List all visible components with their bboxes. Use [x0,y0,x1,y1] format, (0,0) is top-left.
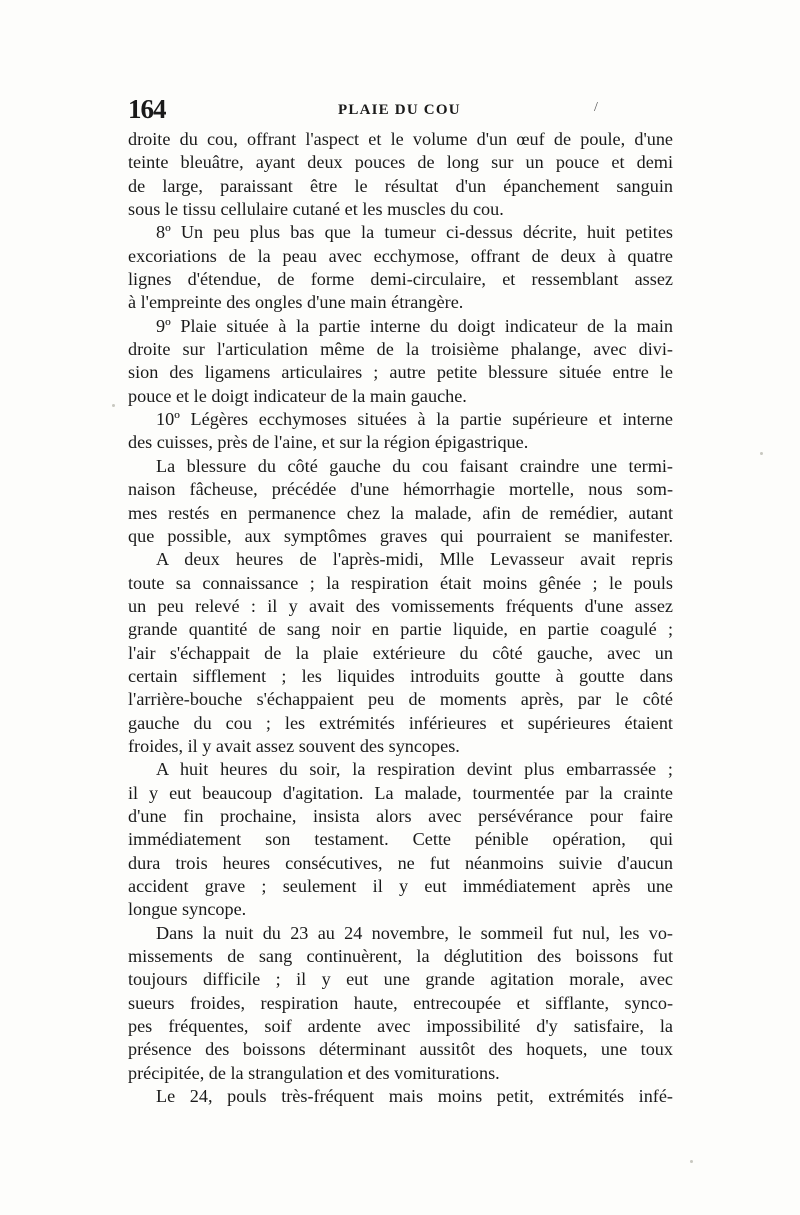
text-line: d'une fin prochaine, insista alors avec persévérance pour faire [128,805,673,826]
text-line: La blessure du côté gauche du cou faisant craindre une termi- [156,455,673,476]
text-line: mes restés en permanence chez la malade, afin de remédier, autant [128,502,673,523]
text-line: sous le tissu cellulaire cutané et les muscles du cou. [128,199,504,220]
text-line: dura trois heures consécutives, ne fut néanmoins suivie d'aucun [128,852,673,873]
text-line: certain sifflement ; les liquides introduits goutte à goutte dans [128,665,673,686]
text-line: immédiatement son testament. Cette pénible opération, qui [128,829,673,850]
text-line: 8º Un peu plus bas que la tumeur ci-dessus décrite, huit petites [156,222,673,243]
text-line: longue syncope. [128,899,247,920]
text-line: 9º Plaie située à la partie interne du doigt indicateur de la main [156,315,673,336]
text-line: A deux heures de l'après-midi, Mlle Levasseur avait repris [156,549,673,570]
text-line: de large, paraissant être le résultat d'un épanchement sanguin [128,175,673,196]
text-line: missements de sang continuèrent, la déglutition des boissons fut [128,946,673,967]
page-header [128,94,672,130]
text-line: pouce et le doigt indicateur de la main gauche. [128,385,467,406]
page-number: 164 [128,94,166,124]
text-line: 10º Légères ecchymoses situées à la partie supérieure et interne [156,409,673,430]
text-line: sion des ligamens articulaires ; autre petite blessure située entre le [128,362,673,383]
paper-speck [760,452,763,455]
text-line: gauche du cou ; les extrémités inférieures et supérieures étaient [128,712,673,733]
text-line: froides, il y avait assez souvent des syncopes. [128,735,460,756]
text-line: excoriations de la peau avec ecchymose, offrant de deux à quatre [128,245,673,266]
text-line: un peu relevé : il y avait des vomissements fréquents d'une assez [128,595,673,616]
running-head: PLAIE DU COU [338,102,461,118]
text-line: toujours difficile ; il y eut une grande agitation morale, avec [128,969,673,990]
text-line: à l'empreinte des ongles d'une main étrangère. [128,292,464,313]
text-line: précipitée, de la strangulation et des vomiturations. [128,1062,500,1083]
text-line: l'air s'échappait de la plaie extérieure du côté gauche, avec un [128,642,673,663]
text-line: naison fâcheuse, précédée d'une hémorrhagie mortelle, nous som- [128,479,673,500]
paper-speck [112,404,115,407]
text-line: pes fréquentes, soif ardente avec impossibilité d'y satisfaire, la [128,1016,673,1037]
text-line: lignes d'étendue, de forme demi-circulaire, et ressemblant assez [128,269,673,290]
paper-speck [690,1160,693,1163]
text-line: accident grave ; seulement il y eut immédiatement après une [128,876,673,896]
body-text [128,128,673,1108]
text-line: A huit heures du soir, la respiration devint plus embarrassée ; [156,759,673,780]
text-line: grande quantité de sang noir en partie liquide, en partie coagulé ; [128,619,673,640]
stray-mark: / [594,100,598,115]
text-line: sueurs froides, respiration haute, entrecoupée et sifflante, synco- [128,992,673,1013]
text-line: teinte bleuâtre, ayant deux pouces de long sur un pouce et demi [128,152,673,173]
text-line: il y eut beaucoup d'agitation. La malade, tourmentée par la crainte [128,782,673,803]
text-line: toute sa connaissance ; la respiration était moins gênée ; le pouls [128,572,673,593]
text-line: l'arrière-bouche s'échappaient peu de moments après, par le côté [128,689,673,710]
text-line: présence des boissons déterminant aussitôt des hoquets, une toux [128,1039,673,1060]
text-line: droite sur l'articulation même de la troisième phalange, avec divi- [128,339,673,360]
text-line: Dans la nuit du 23 au 24 novembre, le sommeil fut nul, les vo- [156,922,673,943]
text-line: droite du cou, offrant l'aspect et le volume d'un œuf de poule, d'une [128,129,673,149]
text-line: que possible, aux symptômes graves qui pourraient se manifester. [128,525,673,546]
text-line: des cuisses, près de l'aine, et sur la région épigastrique. [128,432,529,453]
text-line: Le 24, pouls très-fréquent mais moins petit, extrémités infé- [156,1086,673,1107]
